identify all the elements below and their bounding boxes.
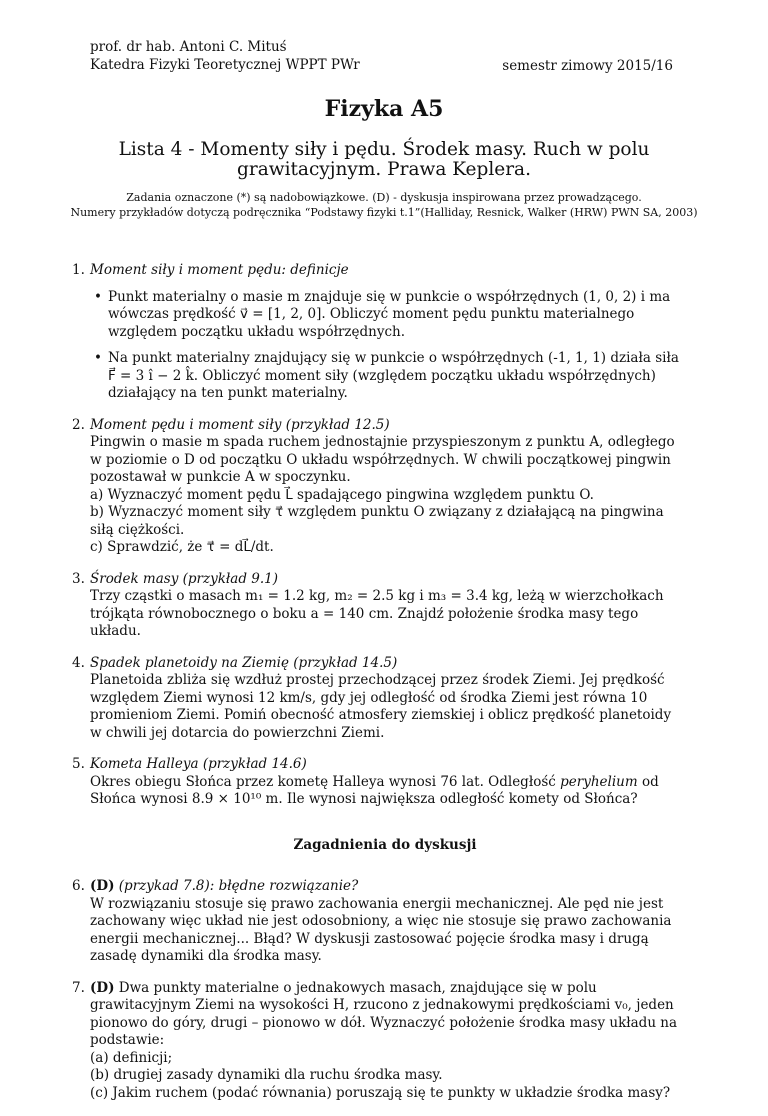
problem-part-a: a) Wyznaczyć moment pędu L⃗ spadającego pingwina względem punktu O. (90, 486, 594, 503)
problem-body (90, 774, 680, 809)
bullet-text: Punkt materialny o masie m znajduje się w punkcie o współrzędnych (1, 0, 2) i ma wówczas prędkość v⃗ = [1, 2, 0]. Obliczyć moment pędu punktu materialnego względem początku układu współrzędnych. (108, 288, 671, 340)
body-part: Okres obiegu Słońca przez kometę Halleya wynosi 76 lat. Odległość (90, 773, 556, 790)
author-name: prof. dr hab. Antoni C. Mituś (90, 39, 287, 55)
header-left (90, 38, 360, 74)
problem-title: (przykad 7.8): błędne rozwiązanie? (118, 878, 359, 894)
body-part: od Słońca wynosi 8.9 × 10¹⁰ m. Ile wynosi największa odległość komety od Słońca? (90, 773, 659, 807)
problem-number: 7. (72, 979, 85, 996)
problem-title: Kometa Halleya (przykład 14.6) (90, 756, 307, 772)
problem-title: Moment siły i moment pędu: definicje (90, 262, 349, 278)
problem-body: Trzy cząstki o masach m₁ = 1.2 kg, m₂ = 2.5 kg i m₃ = 3.4 kg, leżą w wierzchołkach trójkąta równobocznego o boku a = 140 cm. Znajdź położenie środka masy tego układu. (90, 588, 664, 639)
problem-part-c: c) Sprawdzić, że τ⃗ = dL⃗/dt. (90, 539, 274, 555)
page-title: Fizyka A5 (324, 96, 444, 122)
problem-body (90, 980, 680, 1050)
perihelium-term: peryhelium (560, 773, 638, 790)
semester-label: semestr zimowy 2015/16 (502, 58, 673, 74)
problem-number: 4. (72, 654, 85, 671)
problem-title: Moment pędu i moment siły (przykład 12.5) (90, 416, 390, 433)
problem-header (90, 878, 680, 896)
problem-title: Środek masy (przykład 9.1) (90, 570, 279, 587)
note-line-1: Zadania oznaczone (*) są nadobowiązkowe. (D) - dyskusja inspirowana przez prowadzącego. (126, 191, 642, 204)
problem-number: 1. (72, 262, 85, 278)
problem-number: 5. (72, 756, 85, 772)
problem-body: W rozwiązaniu stosuje się prawo zachowania energii mechanicznej. Ale pęd nie jest zachowany więc układ nie jest odosobniony, a więc nie stosuje się prawo zachowania energii mechanicznej... Błąd? W dyskusji zastosować pojęcie środka masy i drugą zasadę dynamiki dla środka masy. (90, 895, 672, 964)
note-line-2: Numery przykładów dotyczą podręcznika “Podstawy fizyki t.1”(Halliday, Resnick, Walker (HRW) PWN SA, 2003) (70, 206, 698, 219)
discussion-tag: (D) (90, 979, 115, 996)
problem-title: Spadek planetoidy na Ziemię (przykład 14.5) (90, 654, 398, 671)
problem-7 (72, 979, 680, 1103)
problem-bullet (90, 350, 680, 403)
problem-number: 6. (72, 878, 85, 894)
bullet-icon: • (94, 350, 102, 366)
problem-part-b: b) Wyznaczyć moment siły τ⃗ względem punktu O związany z działającą na pingwina siłą ciężkości. (90, 504, 664, 538)
page-subtitle: Lista 4 - Momenty siły i pędu. Środek masy. Ruch w polu grawitacyjnym. Prawa Keplera. (118, 139, 650, 180)
problem-4 (72, 654, 680, 743)
bullet-icon: • (94, 288, 102, 305)
problem-part-b: (b) drugiej zasady dynamiki dla ruchu środka masy. (90, 1067, 443, 1083)
problem-2 (72, 416, 680, 557)
problem-1 (72, 262, 680, 403)
problem-5 (72, 756, 680, 809)
problem-part-c: (c) Jakim ruchem (podać równania) poruszają się te punkty w układzie środka masy? (90, 1084, 671, 1101)
problem-body: Pingwin o masie m spada ruchem jednostajnie przyspieszonym z punktu A, odległego w poziomie o D od początku O układu współrzędnych. W chwili początkowej pingwin pozostawał w punkcie A w spoczynku. (90, 434, 675, 485)
discussion-tag: (D) (90, 878, 115, 894)
discussion-heading: Zagadnienia do dyskusji (293, 836, 477, 853)
problem-6 (72, 878, 680, 966)
bullet-text: Na punkt materialny znajdujący się w punkcie o współrzędnych (-1, 1, 1) działa siła F⃗ = 3 î − 2 k̂. Obliczyć moment siły (względem początku układu współrzędnych) działający na ten punkt materialny. (108, 350, 679, 401)
department-name: Katedra Fizyki Teoretycznej WPPT PWr (90, 57, 360, 73)
problem-bullet (90, 289, 680, 342)
problem-list (72, 262, 680, 1116)
problem-number: 2. (72, 416, 85, 433)
problem-part-a: (a) definicji; (90, 1049, 173, 1066)
problem-number: 3. (72, 570, 85, 587)
problem-3 (72, 570, 680, 641)
instructions-note (40, 190, 728, 220)
problem-body: Planetoida zbliża się wzdłuż prostej przechodzącej przez środek Ziemi. Jej prędkość względem Ziemi wynosi 12 km/s, gdy jej odległość od środka Ziemi jest równa 10 promieniom Ziemi. Pomiń obecność atmosfery ziemskiej i oblicz prędkość planetoidy w chwili jej dotarcia do powierzchni Ziemi. (90, 672, 672, 741)
body-text: Dwa punkty materialne o jednakowych masach, znajdujące się w polu grawitacyjnym Ziemi na wysokości H, rzucono z jednakowymi prędkościami v₀, jeden pionowo do góry, drugi – pionowo w dół. Wyznaczyć położenie środka masy układu na podstawie: (90, 979, 678, 1048)
